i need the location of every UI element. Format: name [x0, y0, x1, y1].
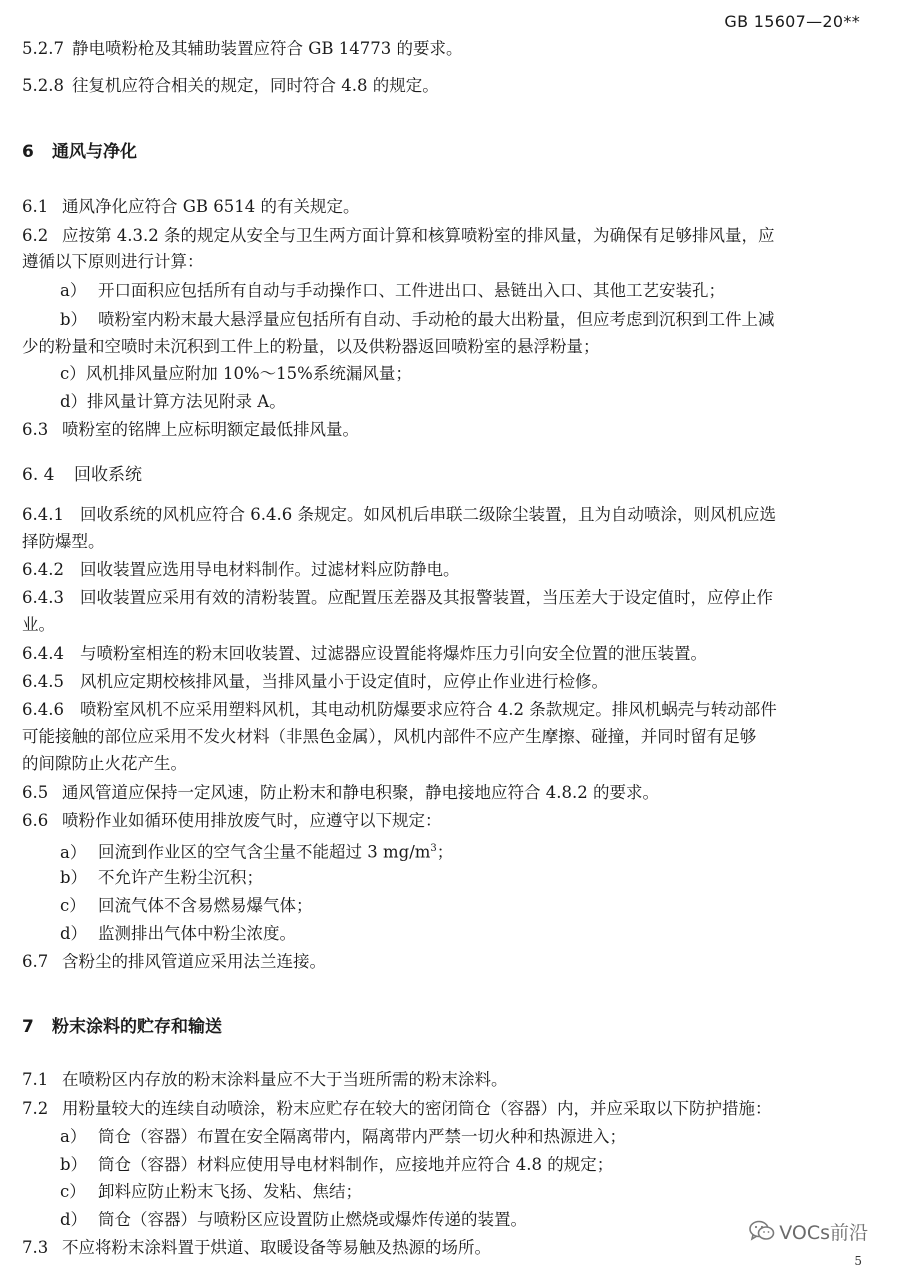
list-item-7-2-c	[60, 1180, 868, 1204]
list-item-6-2-b	[60, 308, 868, 332]
clause-number: 6.7	[22, 952, 49, 971]
list-item-6-6-c	[60, 894, 868, 918]
clause-number: 6.5	[22, 783, 49, 802]
section-title: 通风与净化	[52, 142, 137, 162]
list-label: d）	[60, 924, 88, 943]
list-item-7-2-d	[60, 1208, 868, 1232]
wechat-watermark	[749, 1218, 868, 1247]
clause-6-1	[22, 195, 868, 219]
list-text: 筒仓（容器）与喷粉区应设置防止燃烧或爆炸传递的装置。	[98, 1210, 527, 1229]
clause-text: 喷粉室风机不应采用塑料风机，其电动机防爆要求应符合 4.2 条款规定。排风机蜗壳与转动部件	[80, 700, 777, 719]
list-text: 回流气体不含易燃易爆气体；	[98, 896, 313, 915]
list-text: 筒仓（容器）布置在安全隔离带内，隔离带内严禁一切火种和热源进入；	[98, 1127, 626, 1146]
clause-6-4-6-continued: 可能接触的部位应采用不发火材料（非黑色金属），风机内部件不应产生摩擦、碰撞，并同时留有足够	[22, 727, 757, 746]
list-text: 监测排出气体中粉尘浓度。	[98, 924, 296, 943]
clause-text: 往复机应符合相关的规定，同时符合 4.8 的规定。	[72, 76, 439, 95]
list-label: b）	[60, 868, 88, 887]
list-label: c）	[60, 896, 86, 915]
list-text: 喷粉室内粉末最大悬浮量应包括所有自动、手动枪的最大出粉量，但应考虑到沉积到工件上减	[98, 310, 775, 329]
clause-6-4-3-continued: 业。	[22, 615, 55, 634]
section-title: 粉末涂料的贮存和输送	[52, 1017, 222, 1037]
clause-text: 静电喷粉枪及其辅助装置应符合 GB 14773 的要求。	[72, 39, 463, 58]
clause-6-4-2	[22, 558, 868, 582]
clause-6-4-1	[22, 503, 868, 527]
clause-number: 6.4.2	[22, 560, 64, 579]
list-text-tail: ；	[436, 842, 454, 862]
list-item-6-2-b-continued: 少的粉量和空喷时未沉积到工件上的粉量，以及供粉器返回喷粉室的悬浮粉量；	[22, 337, 600, 356]
list-item-6-2-d: d）排风量计算方法见附录 A。	[60, 392, 286, 411]
clause-text: 风机应定期校核排风量，当排风量小于设定值时，应停止作业进行检修。	[80, 672, 608, 691]
clause-number: 6.1	[22, 197, 49, 216]
clause-text: 回收装置应采用有效的清粉装置。应配置压差器及其报警装置，当压差大于设定值时，应停止作	[80, 588, 773, 607]
clause-6-2	[22, 224, 868, 248]
clause-5-2-8	[22, 74, 868, 98]
clause-6-4-1-continued: 择防爆型。	[22, 532, 105, 551]
list-item-6-2-c: c）风机排风量应附加 10%～15%系统漏风量；	[60, 364, 412, 383]
list-item-6-6-a	[60, 837, 868, 865]
list-label: b）	[60, 1155, 88, 1174]
clause-number: 6.3	[22, 420, 49, 439]
clause-text: 应按第 4.3.2 条的规定从安全与卫生两方面计算和核算喷粉室的排风量，为确保有足够排风量，应	[62, 226, 775, 245]
clause-number: 6.4.6	[22, 700, 64, 719]
list-item-6-2-a	[60, 279, 868, 303]
clause-number: 5.2.8	[22, 76, 64, 95]
list-label: c）	[60, 1182, 86, 1201]
clause-6-4-6	[22, 698, 868, 722]
clause-number: 6.4.5	[22, 672, 64, 691]
clause-text: 通风管道应保持一定风速，防止粉末和静电积聚，静电接地应符合 4.8.2 的要求。	[62, 783, 659, 802]
superscript: 3	[430, 843, 437, 854]
clause-number: 5.2.7	[22, 39, 64, 58]
section-heading-6-4	[22, 460, 142, 485]
clause-7-2	[22, 1097, 868, 1121]
list-text: 开口面积应包括所有自动与手动操作口、工件进出口、悬链出入口、其他工艺安装孔；	[98, 281, 725, 300]
clause-6-5	[22, 781, 868, 805]
clause-number: 6.4.3	[22, 588, 64, 607]
clause-text: 通风净化应符合 GB 6514 的有关规定。	[62, 197, 360, 216]
standard-code-header: GB 15607—20**	[724, 12, 860, 31]
clause-6-4-5	[22, 670, 868, 694]
list-text: 筒仓（容器）材料应使用导电材料制作，应接地并应符合 4.8 的规定；	[98, 1155, 614, 1174]
watermark-text: VOCs前沿	[779, 1222, 868, 1244]
clause-6-4-4	[22, 642, 868, 666]
page-number: 5	[854, 1254, 862, 1268]
clause-7-1	[22, 1068, 868, 1092]
list-label: d）	[60, 1210, 88, 1229]
clause-6-3	[22, 418, 868, 442]
list-item-7-2-b	[60, 1153, 868, 1177]
clause-text: 不应将粉末涂料置于烘道、取暖设备等易触及热源的场所。	[62, 1238, 491, 1257]
clause-text: 喷粉室的铭牌上应标明额定最低排风量。	[62, 420, 359, 439]
clause-number: 6.6	[22, 811, 49, 830]
clause-text: 在喷粉区内存放的粉末涂料量应不大于当班所需的粉末涂料。	[62, 1070, 508, 1089]
section-number: 7	[22, 1017, 34, 1037]
clause-number: 6.4.4	[22, 644, 64, 663]
list-label: a）	[60, 281, 87, 300]
clause-6-7	[22, 950, 868, 974]
list-text: 卸料应防止粉末飞扬、发粘、焦结；	[98, 1182, 362, 1201]
clause-number: 6.2	[22, 226, 49, 245]
clause-6-4-3	[22, 586, 868, 610]
clause-6-4-6-continued-2: 的间隙防止火花产生。	[22, 754, 187, 773]
section-heading-7	[22, 1012, 222, 1037]
clause-number: 7.3	[22, 1238, 49, 1257]
clause-text: 含粉尘的排风管道应采用法兰连接。	[62, 952, 326, 971]
section-heading-6	[22, 137, 137, 162]
clause-number: 6.4.1	[22, 505, 64, 524]
section-number: 6. 4	[22, 465, 55, 485]
clause-number: 7.2	[22, 1099, 49, 1118]
list-item-6-6-d	[60, 922, 868, 946]
list-item-7-2-a	[60, 1125, 868, 1149]
clause-7-3	[22, 1236, 868, 1260]
list-text: 不允许产生粉尘沉积；	[98, 868, 263, 887]
clause-text: 与喷粉室相连的粉末回收装置、过滤器应设置能将爆炸压力引向安全位置的泄压装置。	[80, 644, 707, 663]
clause-text: 喷粉作业如循环使用排放废气时，应遵守以下规定：	[62, 811, 442, 830]
clause-text: 回收装置应选用导电材料制作。过滤材料应防静电。	[80, 560, 460, 579]
wechat-icon	[749, 1220, 775, 1247]
clause-text: 用粉量较大的连续自动喷涂，粉末应贮存在较大的密闭筒仓（容器）内，并应采取以下防护措施：	[62, 1099, 772, 1118]
clause-6-2-continued: 遵循以下原则进行计算：	[22, 252, 204, 271]
clause-number: 7.1	[22, 1070, 49, 1089]
section-title: 回收系统	[74, 465, 142, 485]
list-label: a）	[60, 842, 87, 862]
clause-6-6	[22, 809, 868, 833]
list-label: a）	[60, 1127, 87, 1146]
clause-text: 回收系统的风机应符合 6.4.6 条规定。如风机后串联二级除尘装置，且为自动喷涂，则风机应选	[80, 505, 776, 524]
list-text: 回流到作业区的空气含尘量不能超过 3 mg/m	[98, 842, 431, 862]
clause-5-2-7	[22, 37, 868, 61]
list-item-6-6-b	[60, 866, 868, 890]
section-number: 6	[22, 142, 34, 162]
list-label: b）	[60, 310, 88, 329]
